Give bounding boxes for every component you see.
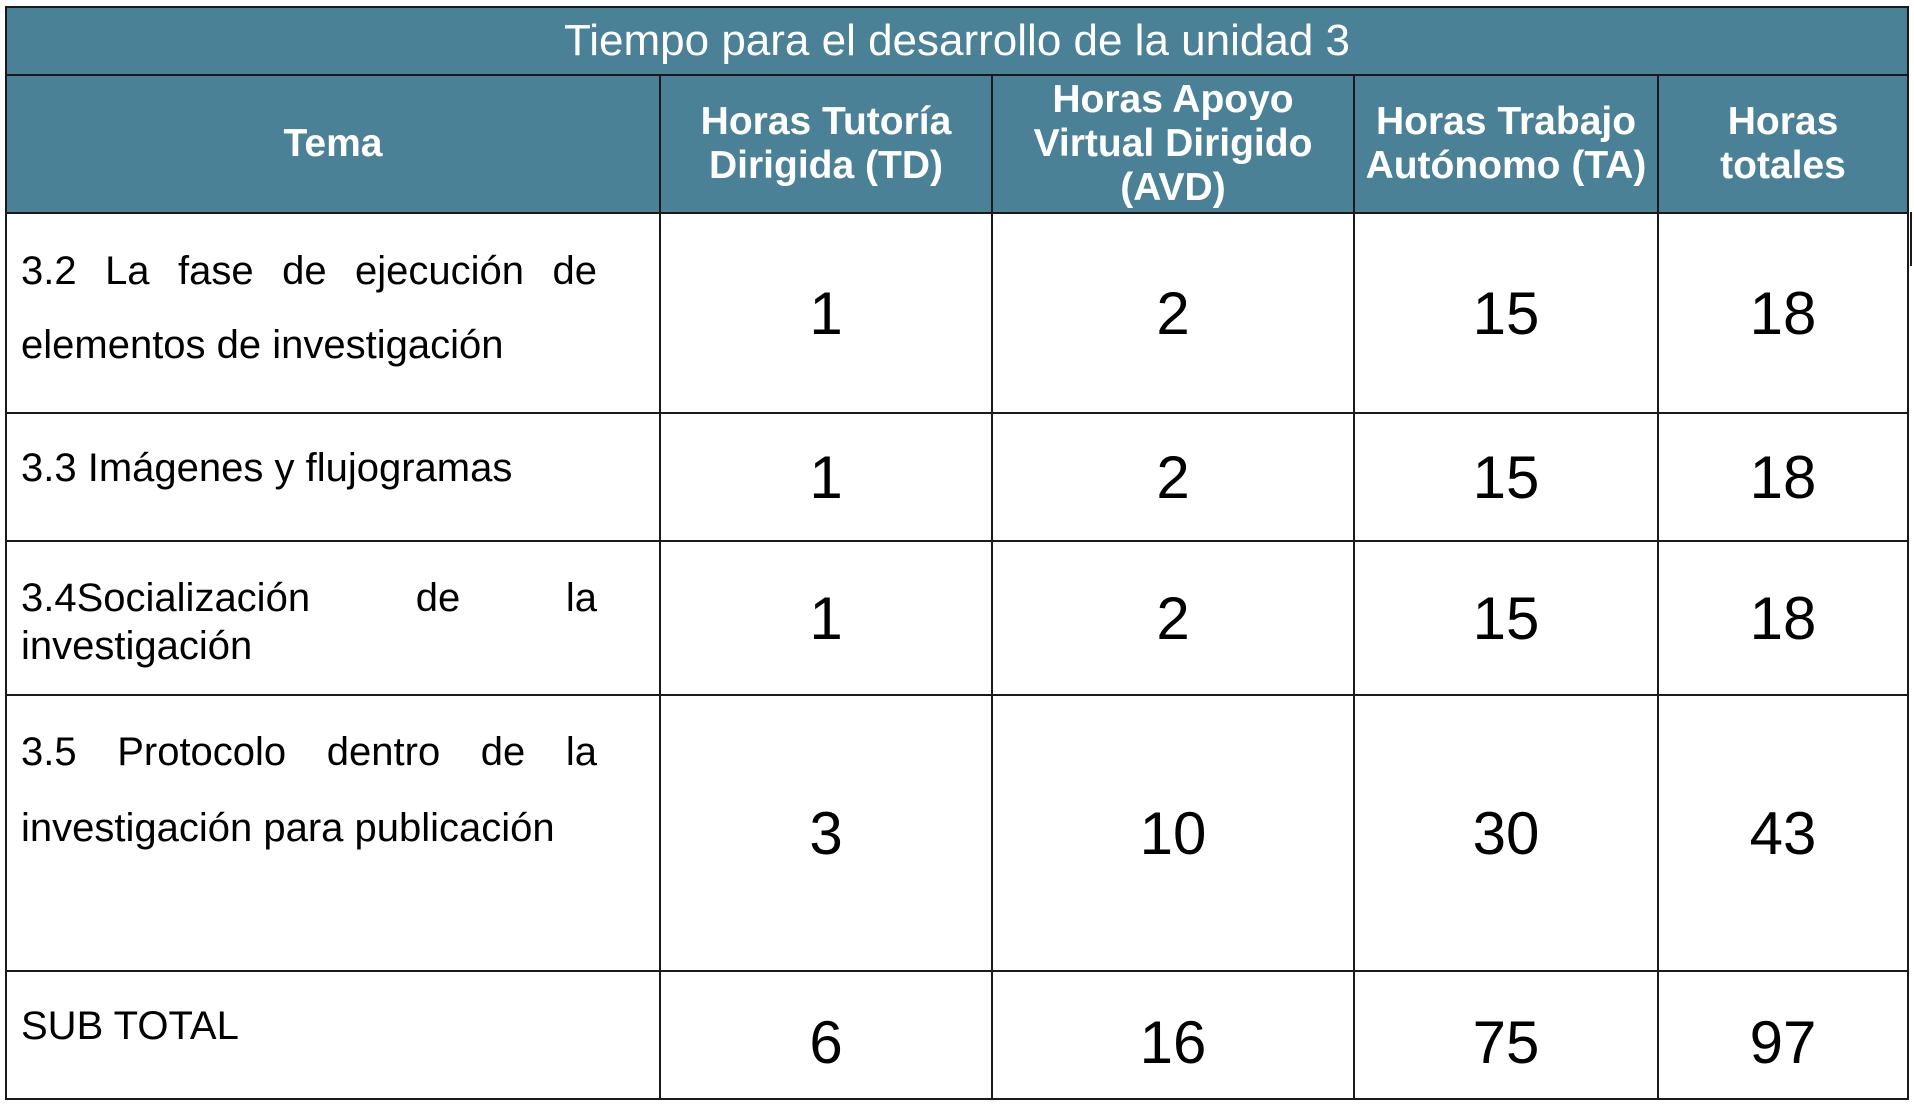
page-edge-mark [1910, 212, 1912, 266]
header-horas-tutoria: Horas Tutoría Dirigida (TD) [660, 75, 992, 213]
header-horas-totales: Horas totales [1658, 75, 1908, 213]
table-row [6, 695, 1908, 971]
cell-ta: 15 [1354, 413, 1658, 541]
cell-avd: 2 [992, 541, 1354, 695]
cell-ta: 75 [1354, 971, 1658, 1099]
cell-ta: 15 [1354, 213, 1658, 413]
cell-avd: 2 [992, 213, 1354, 413]
table-row [6, 413, 1908, 541]
cell-td: 6 [660, 971, 992, 1099]
cell-tema: 3.3 Imágenes y flujogramas [6, 413, 660, 541]
cell-total: 18 [1658, 413, 1908, 541]
hours-table-container [5, 6, 1907, 1100]
header-tema: Tema [6, 75, 660, 213]
cell-avd: 2 [992, 413, 1354, 541]
subtotal-row [6, 971, 1908, 1099]
hours-table [5, 6, 1909, 1100]
table-header-row [6, 75, 1908, 213]
cell-td: 1 [660, 213, 992, 413]
cell-td: 3 [660, 695, 992, 971]
cell-td: 1 [660, 541, 992, 695]
cell-total: 18 [1658, 213, 1908, 413]
cell-total: 18 [1658, 541, 1908, 695]
cell-td: 1 [660, 413, 992, 541]
table-row [6, 541, 1908, 695]
header-horas-trabajo-autonomo: Horas Trabajo Autónomo (TA) [1354, 75, 1658, 213]
table-title-row [6, 7, 1908, 75]
table-title: Tiempo para el desarrollo de la unidad 3 [6, 7, 1908, 75]
table-row [6, 213, 1908, 413]
cell-tema: 3.4Socialización de la investigación [6, 541, 660, 695]
cell-tema: 3.2 La fase de ejecución de elementos de investigación [6, 213, 660, 413]
header-horas-apoyo-virtual: Horas Apoyo Virtual Dirigido (AVD) [992, 75, 1354, 213]
cell-avd: 16 [992, 971, 1354, 1099]
cell-avd: 10 [992, 695, 1354, 971]
cell-tema: SUB TOTAL [6, 971, 660, 1099]
cell-ta: 30 [1354, 695, 1658, 971]
cell-tema: 3.5 Protocolo dentro de la investigación para publicación [6, 695, 660, 971]
cell-total: 97 [1658, 971, 1908, 1099]
cell-ta: 15 [1354, 541, 1658, 695]
cell-total: 43 [1658, 695, 1908, 971]
